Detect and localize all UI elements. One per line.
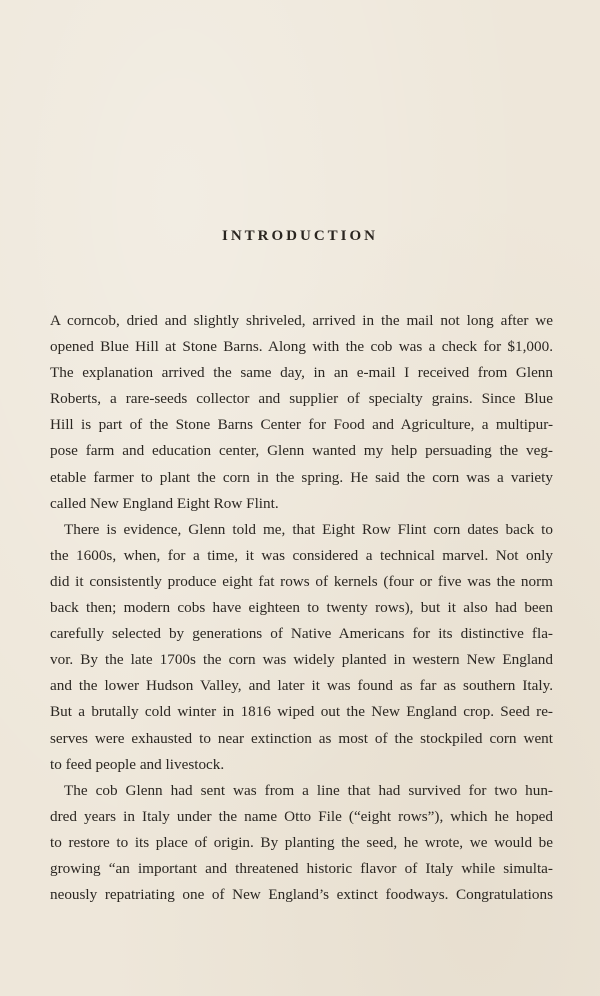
body-text bbox=[50, 308, 553, 908]
text-line: Roberts, a rare-seeds collector and supplier of specialty grains. Since Blue bbox=[50, 390, 553, 408]
text-line: But a brutally cold winter in 1816 wiped out the New England crop. Seed re- bbox=[50, 703, 553, 721]
text-line: The cob Glenn had sent was from a line that had survived for two hun- bbox=[64, 781, 553, 799]
text-line: the 1600s, when, for a time, it was considered a technical marvel. Not only bbox=[50, 546, 553, 564]
text-line: There is evidence, Glenn told me, that Eight Row Flint corn dates back to bbox=[64, 520, 553, 538]
text-line: back then; modern cobs have eighteen to twenty rows), but it also had been bbox=[50, 599, 553, 617]
paragraph bbox=[50, 517, 553, 778]
text-line: carefully selected by generations of Native Americans for its distinctive fla- bbox=[50, 625, 553, 643]
text-line: called New England Eight Row Flint. bbox=[50, 494, 279, 512]
text-line: A corncob, dried and slightly shriveled, arrived in the mail not long after we bbox=[50, 312, 553, 329]
text-line: to feed people and livestock. bbox=[50, 755, 225, 773]
text-line: did it consistently produce eight fat rows of kernels (four or five was the norm bbox=[50, 572, 553, 590]
text-line: pose farm and education center, Glenn wanted my help persuading the veg- bbox=[50, 442, 553, 460]
text-line: dred years in Italy under the name Otto File (“eight rows”), which he hoped bbox=[50, 807, 553, 825]
text-line: opened Blue Hill at Stone Barns. Along with the cob was a check for $1,000. bbox=[50, 338, 553, 356]
text-line: serves were exhausted to near extinction as most of the stockpiled corn went bbox=[50, 729, 553, 747]
text-line: neously repatriating one of New England’s extinct foodways. Congratulations bbox=[50, 886, 553, 904]
text-line: etable farmer to plant the corn in the spring. He said the corn was a variety bbox=[50, 468, 553, 486]
text-line: to restore to its place of origin. By planting the seed, he wrote, we would be bbox=[50, 833, 553, 851]
text-line: The explanation arrived the same day, in an e-mail I received from Glenn bbox=[50, 364, 553, 382]
text-line: and the lower Hudson Valley, and later it was found as far as southern Italy. bbox=[50, 677, 553, 695]
text-line: growing “an important and threatened historic flavor of Italy while simulta- bbox=[50, 859, 553, 877]
paragraph bbox=[50, 308, 553, 517]
text-line: Hill is part of the Stone Barns Center for Food and Agriculture, a multipur- bbox=[50, 416, 553, 434]
chapter-heading: INTRODUCTION bbox=[221, 228, 378, 244]
text-line: vor. By the late 1700s the corn was widely planted in western New England bbox=[50, 651, 553, 669]
paragraph bbox=[50, 778, 553, 908]
